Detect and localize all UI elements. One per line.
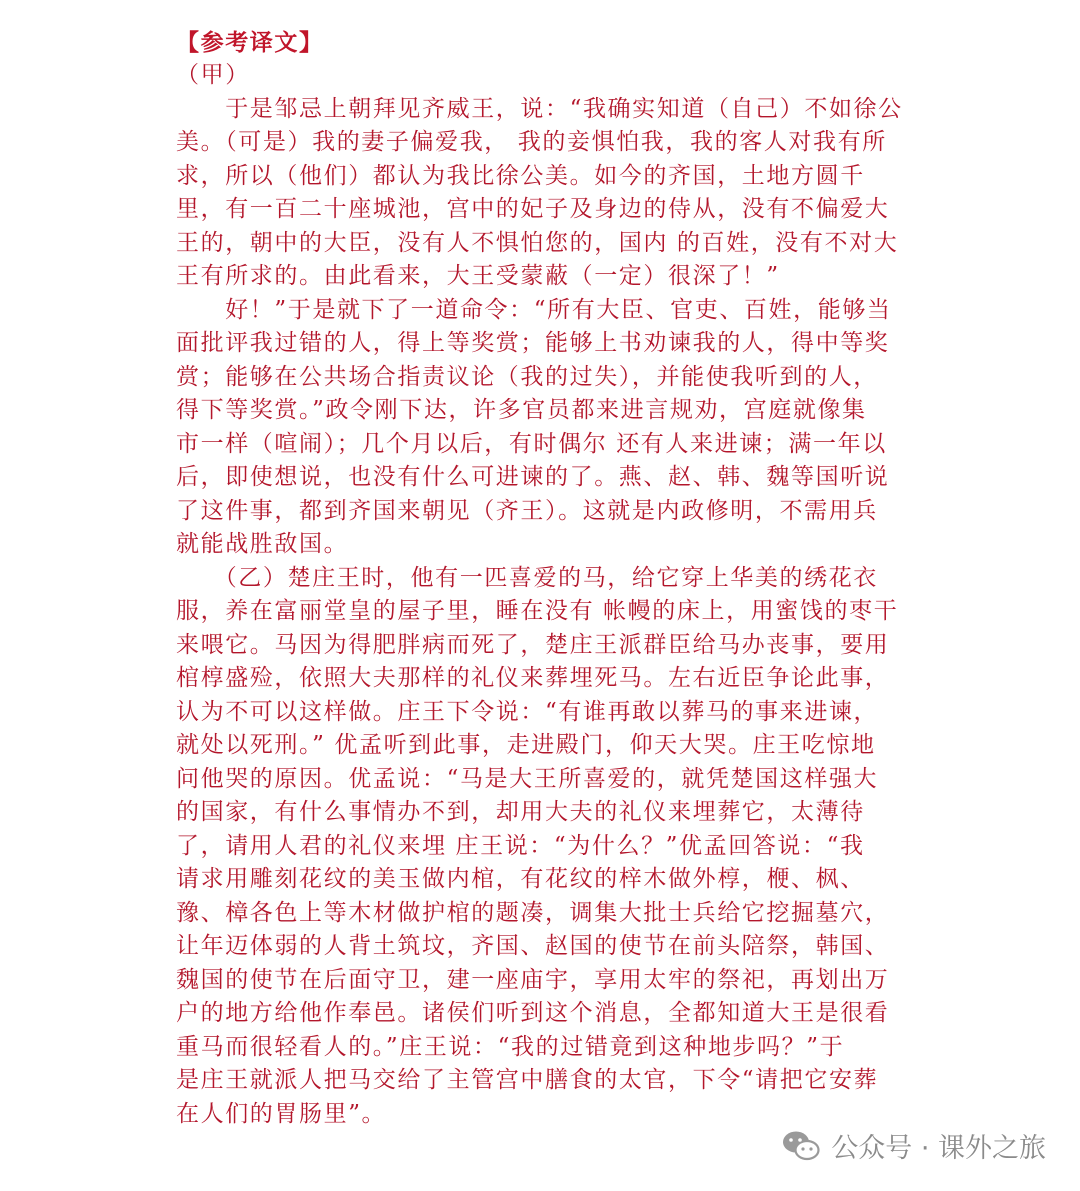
text-line: 服，养在富丽堂皇的屋子里，睡在没有 帐幔的床上，用蜜饯的枣干 (176, 598, 899, 624)
text-line: 问他哭的原因。优孟说：“马是大王所喜爱的，就凭楚国这样强大 (176, 766, 879, 792)
text-line: 豫、樟各色上等木材做护棺的题凑，调集大批士兵给它挖掘墓穴， (176, 900, 890, 926)
wechat-icon (781, 1128, 821, 1164)
text-line: 里，有一百二十座城池，宫中的妃子及身边的侍从，没有不偏爱大 (176, 196, 890, 222)
text-line: 了，请用人君的礼仪来埋 庄王说：“为什么？”优孟回答说：“我 (176, 833, 865, 859)
text-line: 后，即使想说，也没有什么可进谏的了。燕、赵、韩、魏等国听说 (176, 464, 890, 490)
text-line: 户的地方给他作奉邑。诸侯们听到这个消息，全都知道大王是很看 (176, 1000, 890, 1026)
watermark (781, 1126, 1046, 1165)
text-line: 市一样（喧闹）；几个月以后，有时偶尔 还有人来进谏；满一年以 (176, 431, 887, 457)
text-line: 魏国的使节在后面守卫，建一座庙宇，享用太牢的祭祀，再划出万 (176, 967, 890, 993)
text-line: 的国家，有什么事情办不到，却用大夫的礼仪来埋葬它，太薄待 (176, 799, 865, 825)
text-line: 棺椁盛殓，依照大夫那样的礼仪来葬埋死马。左右近臣争论此事， (176, 665, 890, 691)
text-line: 王有所求的。由此看来，大王受蒙蔽（一定）很深了！” (176, 263, 780, 289)
text-line: 赏；能够在公共场合指责议论（我的过失），并能使我听到的人， (176, 364, 878, 390)
text-line: 来喂它。马因为得肥胖病而死了，楚庄王派群臣给马办丧事，要用 (176, 632, 890, 658)
text-line: 认为不可以这样做。庄王下令说：“有谁再敢以葬马的事来进谏， (176, 699, 879, 725)
text-line: 面批评我过错的人，得上等奖赏；能够上书劝谏我的人，得中等奖 (176, 330, 890, 356)
text-line: 让年迈体弱的人背土筑坟，齐国、赵国的使节在前头陪祭，韩国、 (176, 933, 890, 959)
text-line: 王的，朝中的大臣，没有人不惧怕您的，国内 的百姓，没有不对大 (176, 230, 899, 256)
text-line: 在人们的胃肠里”。 (176, 1101, 387, 1127)
text-line: 是庄王就派人把马交给了主管宫中膳食的太官，下令“请把它安葬 (176, 1067, 879, 1093)
text-line: 请求用雕刻花纹的美玉做内棺，有花纹的梓木做外椁，楩、枫、 (176, 866, 865, 892)
text-line: 求，所以（他们）都认为我比徐公美。如今的齐国，土地方圆千 (176, 163, 865, 189)
text-line: 就能战胜敌国。 (176, 531, 349, 557)
text-line: 好！”于是就下了一道命令：“所有大臣、官吏、百姓，能够当 (176, 297, 892, 323)
text-line: 了这件事，都到齐国来朝见（齐王）。这就是内政修明，不需用兵 (176, 498, 878, 524)
text-line: （甲） (176, 62, 250, 88)
text-line: 得下等奖赏。”政令刚下达，许多官员都来进言规劝，宫庭就像集 (176, 397, 867, 423)
section-heading: 【参考译文】 (176, 29, 324, 56)
text-line: 重马而很轻看人的。”庄王说：“我的过错竟到这种地步吗？”于 (176, 1034, 845, 1060)
text-line: 美。（可是）我的妻子偏爱我， 我的妾惧怕我，我的客人对我有所 (176, 129, 887, 155)
text-line: 就处以死刑。” 优孟听到此事，走进殿门，仰天大哭。庄王吃惊地 (176, 732, 876, 758)
watermark-text: 公众号 · 课外之旅 (831, 1133, 1046, 1164)
text-line: 于是邹忌上朝拜见齐威王，说：“我确实知道（自己）不如徐公 (176, 96, 903, 122)
text-line: （乙）楚庄王时，他有一匹喜爱的马，给它穿上华美的绣花衣 (176, 565, 878, 591)
